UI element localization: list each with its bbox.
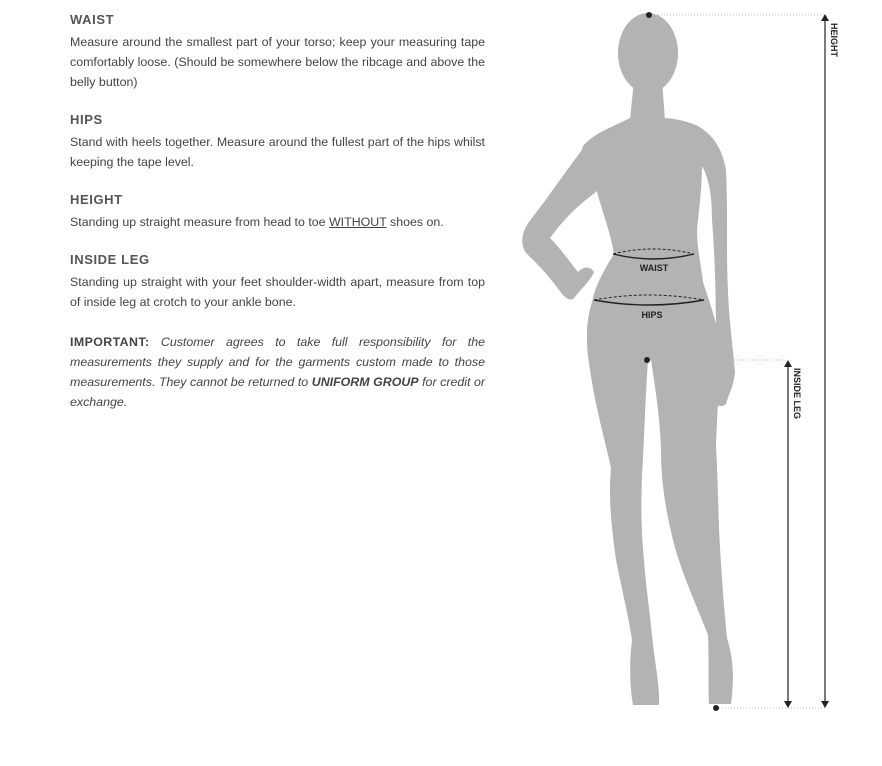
inside-leg-arrow-bottom	[784, 701, 792, 708]
height-arrow-top	[821, 14, 829, 21]
height-heading: HEIGHT	[70, 192, 123, 207]
hips-label: HIPS	[641, 310, 663, 320]
waist-label: WAIST	[639, 263, 669, 273]
height-without-emphasis: WITHOUT	[328, 215, 387, 229]
height-arrow-bottom	[821, 701, 829, 708]
inside-leg-instructions: Standing up straight with your feet shoulder-width apart, measure from top of inside leg at crotch to your ankle bone.	[70, 275, 485, 309]
mannequin-figure	[522, 13, 735, 705]
inside-leg-top-marker	[644, 357, 650, 363]
waist-heading: WAIST	[70, 12, 115, 27]
mannequin-body	[581, 118, 735, 705]
important-label: IMPORTANT:	[70, 335, 150, 349]
height-bottom-marker	[713, 705, 719, 711]
hips-heading: HIPS	[70, 112, 103, 127]
hips-instructions: Stand with heels together. Measure around the fullest part of the hips whilst keeping the tape level.	[70, 135, 485, 169]
inside-leg-arrow-top	[784, 360, 792, 367]
height-top-marker	[646, 12, 652, 18]
important-text-before: Customer agrees to take full responsibility for the measurements they supply and for the garments custom made to those measurements. They cannot be returned to	[70, 335, 485, 389]
height-text-after: shoes on.	[386, 215, 444, 229]
mannequin-arm	[522, 146, 596, 300]
waist-instructions: Measure around the smallest part of your torso; keep your measuring tape comfortably loose. (Should be somewhere below the ribcage and above the belly button)	[70, 35, 485, 89]
important-company: UNIFORM GROUP	[311, 375, 419, 389]
important-text-after: for credit or exchange.	[70, 375, 486, 409]
mannequin-neck	[630, 80, 665, 120]
inside-leg-heading: INSIDE LEG	[70, 252, 150, 267]
height-text-before: Standing up straight measure from head to toe	[70, 215, 329, 229]
inside-leg-label: INSIDE LEG	[792, 368, 802, 420]
height-label: HEIGHT	[829, 23, 839, 58]
